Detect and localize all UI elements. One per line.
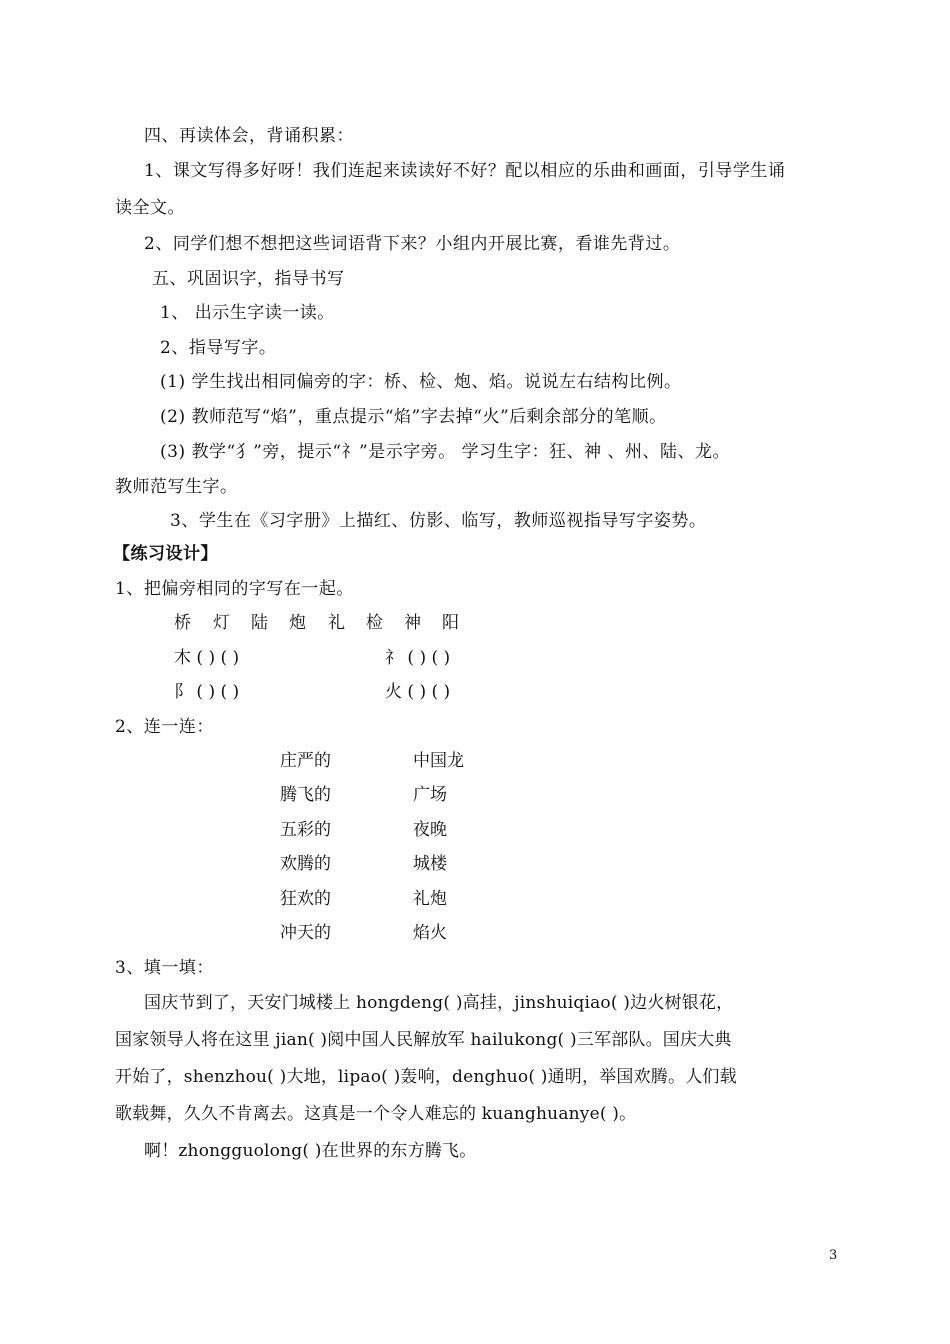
- q1-char: 桥: [174, 613, 191, 633]
- s5-item3: 3、学生在《习字册》上描红、仿影、临写，教师巡视指导写字姿势。: [170, 511, 707, 531]
- q1-char: 炮: [289, 613, 306, 633]
- q2-right-item: 焰火: [413, 923, 447, 943]
- q2-left-item: 狂欢的: [280, 889, 331, 909]
- section4-title: 四、再读体会，背诵积累：: [144, 126, 354, 146]
- q2-right-item: 中国龙: [413, 751, 464, 771]
- s4-item1-line2: 读全文。: [115, 198, 185, 218]
- s5-sub2: (2) 教师范写“焰”，重点提示“焰”字去掉“火”后剩余部分的笔顺。: [160, 407, 667, 427]
- q1-char: 神: [404, 613, 421, 633]
- q1-char: 陆: [251, 613, 268, 633]
- q3-line2: 国家领导人将在这里 jian( )阅中国人民解放军 hailukong( )三军部队。国庆大典: [115, 1030, 732, 1050]
- q2-prompt: 2、连一连：: [115, 717, 214, 737]
- page-number: 3: [829, 1248, 838, 1263]
- q1-char: 检: [366, 613, 383, 633]
- q2-right-item: 城楼: [413, 854, 447, 874]
- q1-row-left: 木 ( ) ( ): [174, 648, 240, 668]
- q2-right-item: 夜晚: [413, 820, 447, 840]
- q1-char: 礼: [328, 613, 345, 633]
- q1-char: 阳: [442, 613, 459, 633]
- q1-row-right: 火 ( ) ( ): [385, 682, 451, 702]
- q2-left-item: 五彩的: [280, 820, 331, 840]
- q2-right-item: 广场: [413, 785, 447, 805]
- q2-left-item: 庄严的: [280, 751, 331, 771]
- q2-left-item: 欢腾的: [280, 854, 331, 874]
- q2-left-item: 冲天的: [280, 923, 331, 943]
- s5-sub3-line1: (3) 教学“犭”旁，提示“礻”是示字旁。 学习生字：狂、神 、州、陆、龙。: [160, 442, 731, 462]
- q3-prompt: 3、填一填：: [115, 958, 214, 978]
- q3-line1: 国庆节到了，天安门城楼上 hongdeng( )高挂，jinshuiqiao( )边火树银花，: [144, 993, 734, 1013]
- q1-row-right: 礻 ( ) ( ): [385, 648, 451, 668]
- q1-row-left: 阝 ( ) ( ): [174, 682, 240, 702]
- q3-line3: 开始了，shenzhou( )大地，lipao( )轰响，denghuo( )通明，举国欢腾。人们载: [115, 1067, 737, 1087]
- exercise-title: 【练习设计】: [113, 544, 218, 564]
- s5-sub3-line2: 教师范写生字。: [115, 477, 238, 497]
- q2-right-item: 礼炮: [413, 889, 447, 909]
- section5-title: 五、巩固识字，指导书写: [152, 269, 345, 289]
- s5-sub1: (1) 学生找出相同偏旁的字：桥、检、炮、焰。说说左右结构比例。: [160, 372, 682, 392]
- q3-line5: 啊！zhongguolong( )在世界的东方腾飞。: [144, 1141, 477, 1161]
- s5-item2: 2、指导写字。: [160, 338, 277, 358]
- q2-left-item: 腾飞的: [280, 785, 331, 805]
- s4-item2: 2、同学们想不想把这些词语背下来？小组内开展比赛，看谁先背过。: [144, 234, 681, 254]
- q1-char: 灯: [213, 613, 230, 633]
- s4-item1-line1: 1、课文写得多好呀！我们连起来读读好不好？配以相应的乐曲和画面，引导学生诵: [144, 161, 786, 181]
- q3-line4: 歌载舞，久久不肯离去。这真是一个令人难忘的 kuanghuanye( )。: [115, 1104, 637, 1124]
- s5-item1: 1、 出示生字读一读。: [160, 303, 335, 323]
- q1-prompt: 1、把偏旁相同的字写在一起。: [115, 579, 354, 599]
